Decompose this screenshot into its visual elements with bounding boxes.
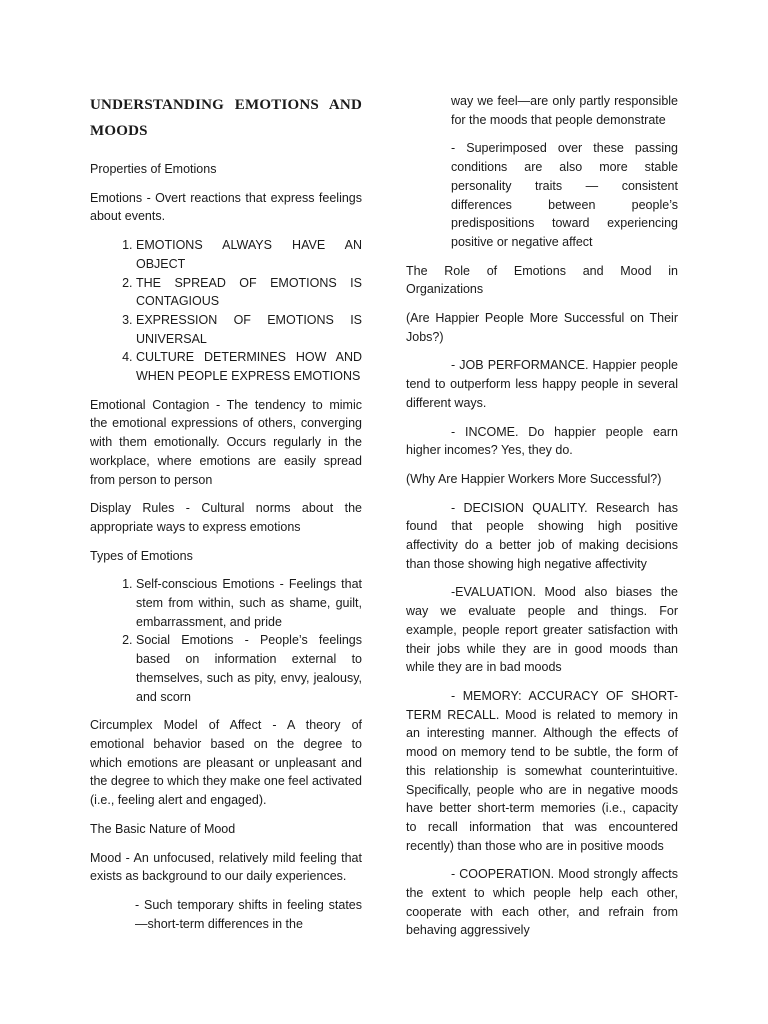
list-item: 1. EMOTIONS ALWAYS HAVE AN OBJECT [136, 236, 362, 273]
shifts-text: - Such temporary shifts in feeling states—short-term differences in the [135, 897, 362, 931]
list-item: 1. Self-conscious Emotions - Feelings that stem from within, such as shame, guilt, embarrassment, and pride [136, 575, 362, 631]
types-heading: Types of Emotions [90, 548, 193, 563]
document-title: UNDERSTANDING EMOTIONS AND MOODS [90, 97, 362, 139]
role-heading: The Role of Emotions and Mood in Organizations [406, 263, 678, 297]
types-list [90, 575, 362, 706]
income-paragraph: - INCOME. Do happier people earn higher incomes? Yes, they do. [406, 424, 678, 458]
properties-heading: Properties of Emotions [90, 162, 217, 176]
memory-paragraph: - MEMORY: ACCURACY OF SHORT-TERM RECALL. Mood is related to memory in an interesting manner. Although the effects of mood on memory tend to be subtle, the form of this relationship is somewhat counterintuitive. Specifically, people who are in negative moods have better short-term memories (i.e., capacity to recall information that was encountered recently) than those who are in positive moods [406, 688, 678, 853]
list-item: 3. EXPRESSION OF EMOTIONS IS UNIVERSAL [136, 311, 362, 348]
happier-question: (Are Happier People More Successful on Their Jobs?) [406, 311, 678, 344]
cooperation-paragraph: - COOPERATION. Mood strongly affects the extent to which people help each other, cooperate with each other, and refrain from behaving aggressively [406, 867, 678, 938]
job-performance-paragraph: - JOB PERFORMANCE. Happier people tend to outperform less happy people in several different ways. [406, 358, 678, 410]
properties-list [90, 236, 362, 386]
left-column [90, 92, 362, 943]
why-question: (Why Are Happier Workers More Successful?) [406, 471, 662, 486]
mood-heading: The Basic Nature of Mood [90, 821, 236, 836]
list-item: 2. Social Emotions - People’s feelings based on information external to themselves, such as pity, envy, jealousy, and scorn [136, 631, 362, 706]
evaluation-paragraph: -EVALUATION. Mood also biases the way we evaluate people and things. For example, people report greater satisfaction with their jobs while they are in good moods than while they are in bad moods [406, 585, 678, 675]
right-column [406, 92, 678, 950]
mood-definition: Mood - An unfocused, relatively mild feeling that exists as background to our daily experiences. [90, 850, 362, 884]
circumplex-definition: Circumplex Model of Affect - A theory of emotional behavior based on the degree to which emotions are pleasant or unpleasant and the degree to which they make one feel activated (i.e., feeling alert and engaged). [90, 718, 362, 808]
display-rules-definition: Display Rules - Cultural norms about the appropriate ways to express emotions [90, 501, 362, 534]
emotions-definition: Emotions - Overt reactions that express feelings about events. [90, 190, 362, 224]
contagion-definition: Emotional Contagion - The tendency to mimic the emotional expressions of others, converging with them emotionally. Occurs regularly in the workplace, where emotions are easily spread from person to person [90, 397, 362, 487]
superimposed-text: - Superimposed over these passing conditions are also more stable personality traits — consistent differences between people’s predispositions toward experiencing positive or negative affect [451, 141, 678, 249]
decision-quality-paragraph: - DECISION QUALITY. Research has found that people showing high positive affectivity do a better job of making decisions than those showing high negative affectivity [406, 500, 678, 571]
shifts-continued: way we feel—are only partly responsible for the moods that people demonstrate [451, 94, 678, 127]
list-item: 4. CULTURE DETERMINES HOW AND WHEN PEOPLE EXPRESS EMOTIONS [136, 348, 362, 385]
list-item: 2. THE SPREAD OF EMOTIONS IS CONTAGIOUS [136, 274, 362, 311]
